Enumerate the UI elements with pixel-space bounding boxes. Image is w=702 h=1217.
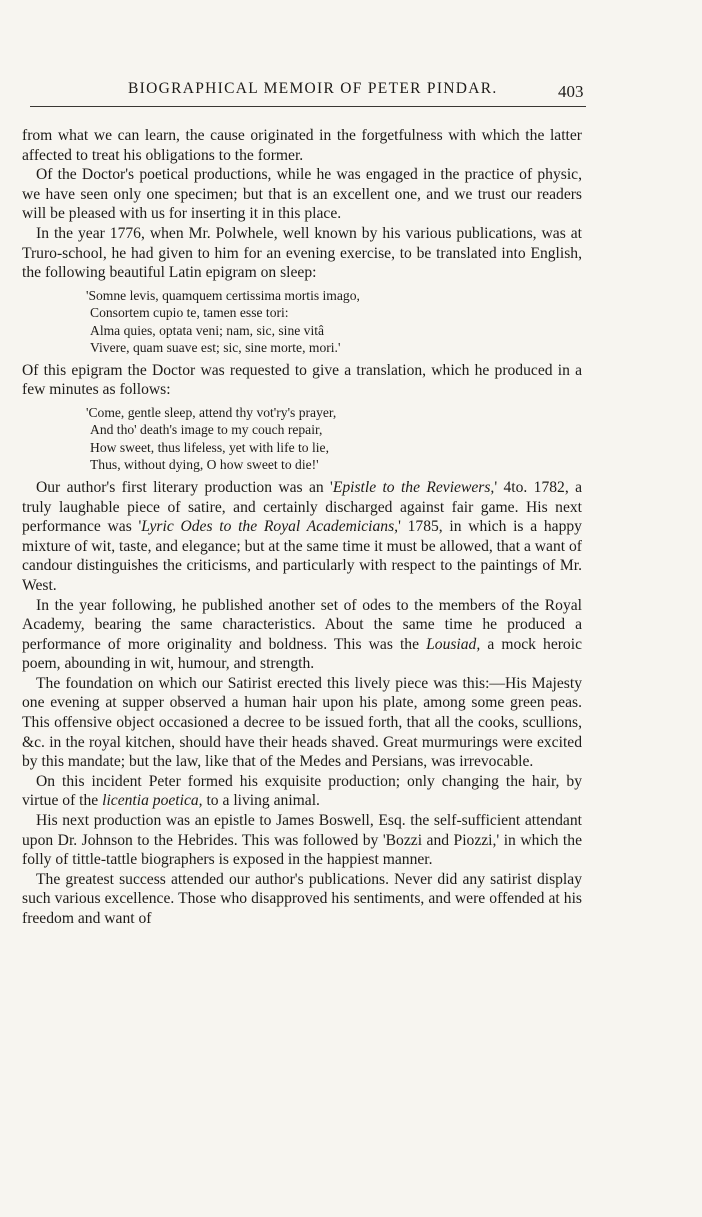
text-run: a mock heroic poem, abounding in wit, humour, and strength. (22, 635, 582, 673)
text-run: ' 1785, in which is a happy mixture of wit, taste, and elegance; but at the same time it must be allowed, that a want of candour distinguishes the criticisms, and particularly with respect to the paintings of Mr. West. (22, 518, 582, 594)
book-title-lousiad: Lousiad, (426, 635, 481, 653)
text-run: ' 4to. 1782, a truly laughable piece of satire, and certainly discharged against fair game. His next performance was ' (22, 478, 582, 536)
paragraph: Of the Doctor's poetical productions, while he was engaged in the practice of physic, we have seen only one specimen; but that is an excellent one, and we trust our readers will be pleased with us for inserting it in this place. (22, 166, 582, 223)
text-run: Our author's first literary production was an ' (36, 478, 333, 496)
book-title-lyric-odes: Lyric Odes to the Royal Academicians, (141, 518, 399, 536)
page-header (30, 80, 590, 120)
verse-line: 'Come, gentle sleep, attend thy vot'ry's prayer, (86, 404, 337, 420)
verse-line: Consortem cupio te, tamen esse tori: (90, 305, 289, 321)
paragraph: The foundation on which our Satirist erected this lively piece was this:—His Majesty one evening at supper observed a human hair upon his plate, among some green peas. This offensive object occasioned a decree to be issued forth, that all the cooks, scullions, &c. in the royal kitchen, should have their heads shaved. Great murmurings were excited by this mandate; but the law, like that of the Medes and Persians, was irrevocable. (22, 674, 582, 771)
running-title: BIOGRAPHICAL MEMOIR OF PETER PINDAR. (128, 80, 498, 97)
text-run: On this incident Peter formed his exquisite production; only changing the hair, by virtue of the (22, 772, 582, 810)
verse-line: Thus, without dying, O how sweet to die!' (90, 457, 319, 473)
book-title-epistle: Epistle to the Reviewers, (332, 478, 495, 496)
latin-epigram (86, 287, 582, 357)
paragraph: Of this epigram the Doctor was requested to give a translation, which he produced in a few minutes as follows: (22, 361, 582, 399)
verse-line: How sweet, thus lifeless, yet with life to lie, (90, 439, 329, 455)
paragraph (22, 772, 582, 811)
paragraph (22, 596, 582, 674)
english-translation (86, 404, 582, 474)
verse-line: Alma quies, optata veni; nam, sic, sine vitâ (90, 322, 325, 338)
paragraph: from what we can learn, the cause originated in the forgetfulness with which the latter affected to treat his obligations to the former. (22, 127, 582, 164)
page-number: 403 (558, 82, 584, 101)
latin-phrase: licentia poetica, (102, 792, 203, 810)
text-run: In the year following, he published another set of odes to the members of the Royal Academy, bearing the same characteristics. About the same time he produced a performance of more originality and boldness. This was the (22, 596, 582, 653)
body-text (22, 126, 582, 929)
header-rule (30, 106, 586, 107)
paragraph (22, 478, 582, 596)
paragraph: His next production was an epistle to James Boswell, Esq. the self-sufficient attendant upon Dr. Johnson to the Hebrides. This was followed by 'Bozzi and Piozzi,' in which the folly of tittle-tattle biographers is exposed in the happiest manner. (22, 812, 582, 869)
paragraph: In the year 1776, when Mr. Polwhele, well known by his various publications, was at Truro-school, he had given to him for an evening exercise, to be translated into English, the following beautiful Latin epigram on sleep: (22, 224, 582, 282)
text-run: to a living animal. (202, 792, 320, 810)
verse-line: Vivere, quam suave est; sic, sine morte, mori.' (90, 340, 341, 356)
verse-line: And tho' death's image to my couch repair, (90, 422, 323, 438)
verse-line: 'Somne levis, quamquem certissima mortis imago, (86, 287, 360, 303)
paragraph: The greatest success attended our author's publications. Never did any satirist display such various excellence. Those who disapproved his sentiments, and were offended at his freedom and want of (22, 870, 582, 927)
